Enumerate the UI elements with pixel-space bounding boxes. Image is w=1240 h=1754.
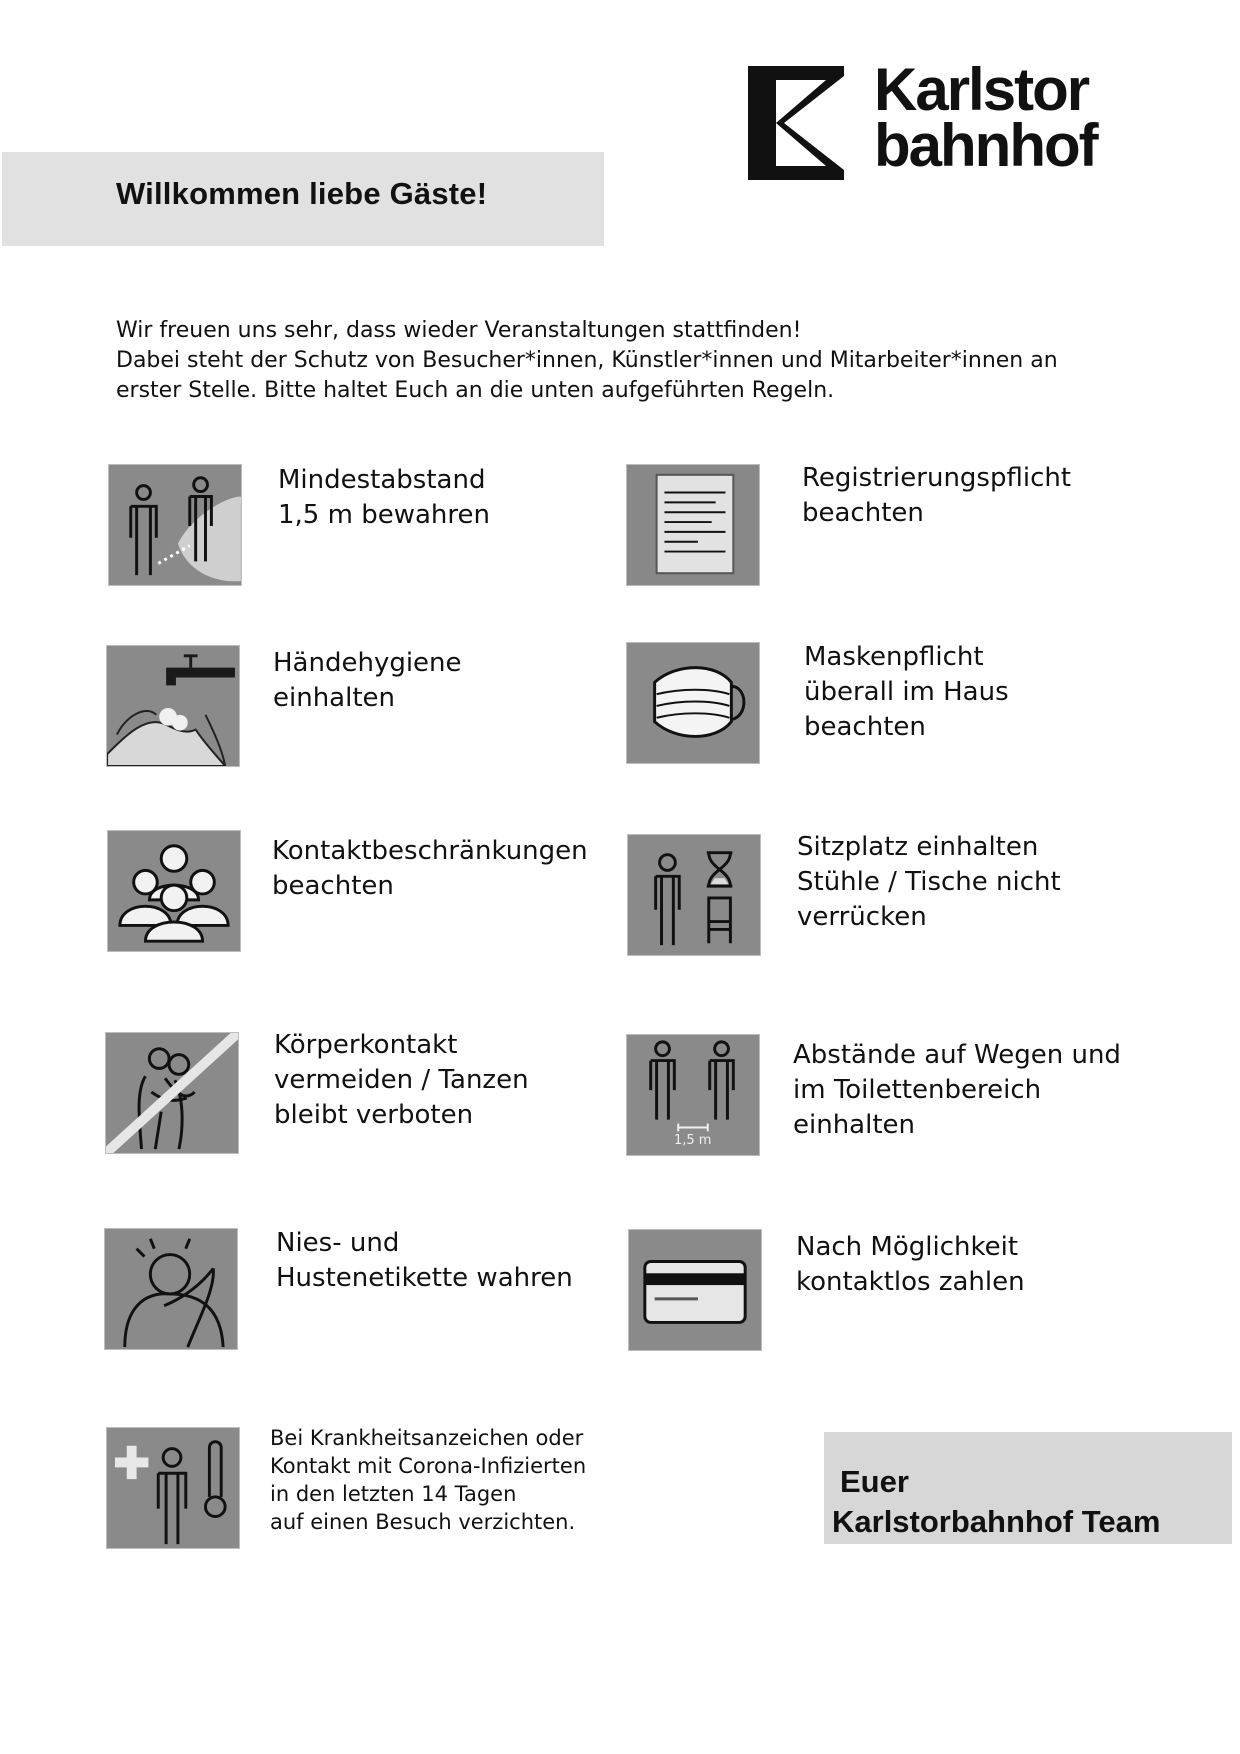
rule-line: im Toilettenbereich xyxy=(793,1075,1042,1105)
intro-line: Dabei steht der Schutz von Besucher*innen, Künstler*innen und Mitarbeiter*innen an xyxy=(116,348,1058,373)
rule-line: Händehygiene xyxy=(273,648,462,678)
logo-line-2: bahnhof xyxy=(874,112,1097,179)
rule-registration xyxy=(802,461,1071,531)
rule-body xyxy=(274,1028,529,1133)
logo-line-1: Karlstor xyxy=(874,56,1089,123)
document-icon xyxy=(626,464,760,586)
rule-line: verrücken xyxy=(797,902,927,932)
no-hugging-icon xyxy=(105,1032,239,1154)
intro-line: erster Stelle. Bitte haltet Euch an die unten aufgeführten Regeln. xyxy=(116,378,835,403)
note-line: in den letzten 14 Tagen xyxy=(270,1482,517,1506)
rule-line: 1,5 m bewahren xyxy=(278,500,490,530)
rule-line: Mindestabstand xyxy=(278,465,486,495)
face-mask-icon xyxy=(626,642,760,764)
rule-hands xyxy=(273,646,462,716)
karlstorbahnhof-logo xyxy=(748,56,1128,182)
intro-paragraph xyxy=(116,316,1116,406)
note-line: auf einen Besuch verzichten. xyxy=(270,1510,576,1534)
rule-seat xyxy=(797,830,1061,935)
signature xyxy=(832,1462,1160,1542)
rule-line: Sitzplatz einhalten xyxy=(797,832,1039,862)
distance-people-icon xyxy=(108,464,242,586)
rule-line: Abstände auf Wegen und xyxy=(793,1040,1121,1070)
rule-line: Hustenetikette wahren xyxy=(276,1263,573,1293)
seat-hourglass-icon xyxy=(627,834,761,956)
rule-payment xyxy=(796,1230,1025,1300)
illness-note xyxy=(270,1424,586,1536)
note-line: Kontakt mit Corona-Infizierten xyxy=(270,1454,587,1478)
handwashing-icon xyxy=(106,645,240,767)
rule-line: Kontaktbeschränkungen xyxy=(272,836,588,866)
rule-line: Nach Möglichkeit xyxy=(796,1232,1019,1262)
rule-line: Nies- und xyxy=(276,1228,400,1258)
sick-person-icon xyxy=(106,1427,240,1549)
rule-line: beachten xyxy=(272,871,394,901)
note-line: Bei Krankheitsanzeichen oder xyxy=(270,1426,584,1450)
rule-line: Stühle / Tische nicht xyxy=(797,867,1061,897)
rule-sneeze xyxy=(276,1226,573,1296)
welcome-title: Willkommen liebe Gäste! xyxy=(116,176,488,211)
logo-wordmark xyxy=(874,56,1097,179)
rule-line: bleibt verboten xyxy=(274,1100,474,1130)
rule-line: beachten xyxy=(802,498,924,528)
signature-line-1: Euer xyxy=(840,1464,909,1499)
spacing-label: 1,5 m xyxy=(674,1133,712,1148)
intro-line: Wir freuen uns sehr, dass wieder Veranstaltungen stattfinden! xyxy=(116,318,802,343)
rule-line: beachten xyxy=(804,712,926,742)
group-icon xyxy=(107,830,241,952)
rule-line: Registrierungspflicht xyxy=(802,463,1072,493)
rule-line: Maskenpflicht xyxy=(804,642,984,672)
rule-line: vermeiden / Tanzen xyxy=(274,1065,529,1095)
rule-mask xyxy=(804,640,1009,745)
rule-line: Körperkontakt xyxy=(274,1030,458,1060)
rule-contacts xyxy=(272,834,588,904)
rule-line: überall im Haus xyxy=(804,677,1009,707)
rule-paths xyxy=(793,1038,1121,1143)
rule-line: kontaktlos zahlen xyxy=(796,1267,1025,1297)
sneeze-elbow-icon xyxy=(104,1228,238,1350)
spacing-icon xyxy=(626,1034,760,1156)
payment-card-icon xyxy=(628,1229,762,1351)
rule-line: einhalten xyxy=(273,683,396,713)
rule-line: einhalten xyxy=(793,1110,916,1140)
rule-distance xyxy=(278,463,490,533)
signature-line-2: Karlstorbahnhof Team xyxy=(832,1504,1161,1539)
logo-mark-icon xyxy=(748,66,844,180)
